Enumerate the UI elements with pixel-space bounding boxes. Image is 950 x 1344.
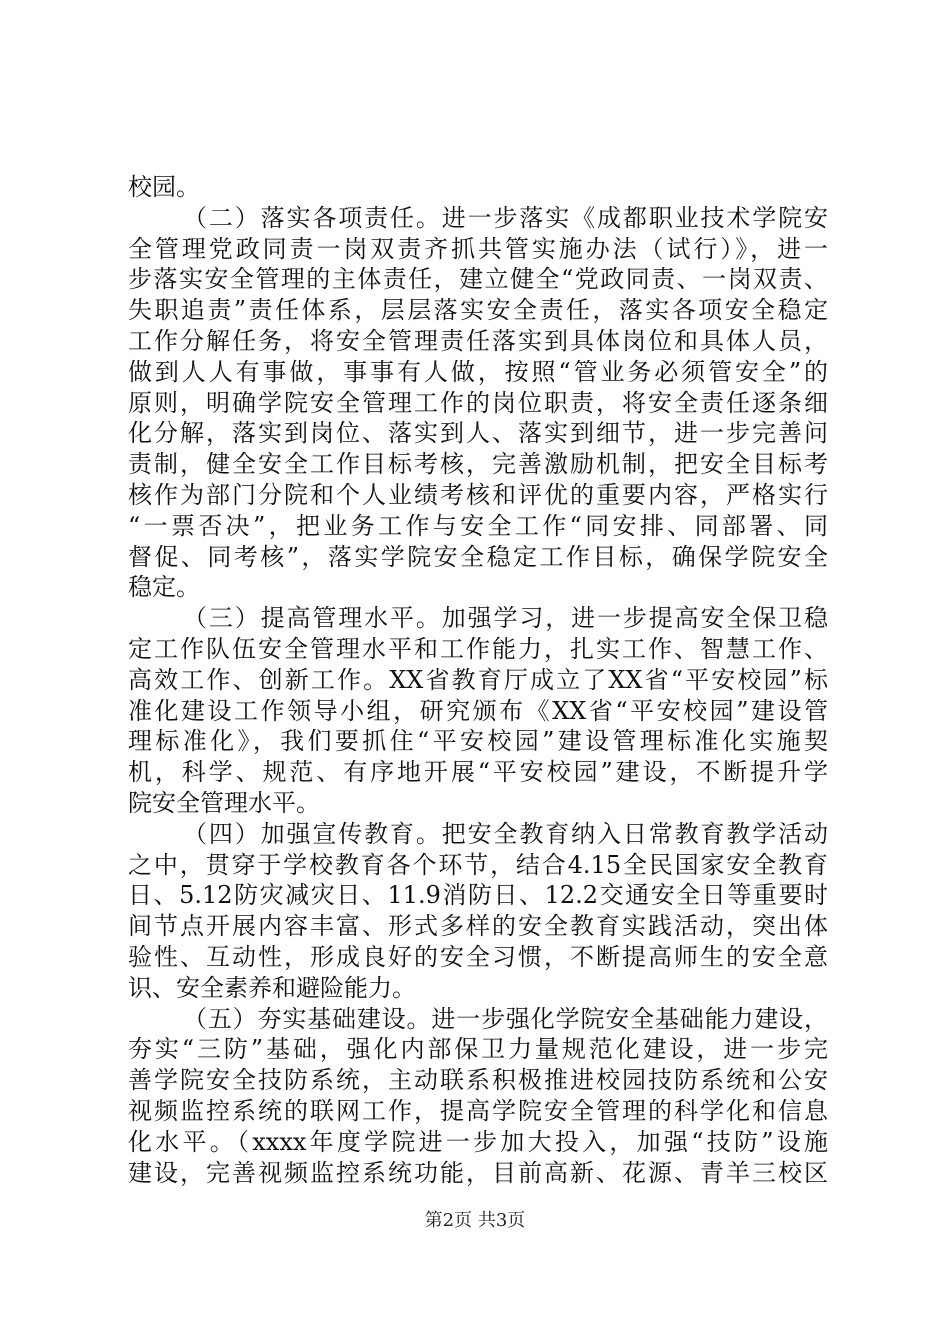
text-line: 建设，完善视频监控系统功能，目前高新、花源、青羊三校区 (128, 1158, 828, 1187)
text-line: 做到人人有事做，事事有人做，按照“管业务必须管安全”的 (128, 357, 828, 386)
text-line: 稳定。 (128, 573, 200, 602)
text-line: “一票否决”，把业务工作与安全工作“同安排、同部署、同 (128, 511, 828, 540)
text-line: （四）加强宣传教育。把安全教育纳入日常教育教学活动 (183, 819, 828, 848)
text-line: 工作分解任务，将安全管理责任落实到具体岗位和具体人员， (128, 327, 828, 355)
text-line: 失职追责”责任体系，层层落实安全责任，落实各项安全稳定 (128, 296, 828, 325)
text-line: 核作为部门分院和个人业绩考核和评优的重要内容，严格实行 (128, 481, 828, 509)
text-line: 定工作队伍安全管理水平和工作能力，扎实工作、智慧工作、 (128, 635, 828, 663)
text-line: 化水平。（xxxx年度学院进一步加大投入，加强“技防”设施 (128, 1127, 828, 1156)
text-line: 之中，贯穿于学校教育各个环节，结合4.15全民国家安全教育 (128, 850, 828, 879)
page-footer: 第2页 共3页 (424, 1210, 526, 1231)
text-line: 校园。 (128, 173, 200, 201)
text-line: 机，科学、规范、有序地开展“平安校园”建设，不断提升学 (128, 758, 828, 787)
text-line: 夯实“三防”基础，强化内部保卫力量规范化建设，进一步完 (128, 1035, 828, 1064)
text-line: 院安全管理水平。 (128, 789, 320, 817)
text-line: （三）提高管理水平。加强学习，进一步提高安全保卫稳 (183, 604, 828, 633)
text-line: 准化建设工作领导小组，研究颁布《XX省“平安校园”建设管 (128, 696, 828, 725)
text-line: 视频监控系统的联网工作，提高学院安全管理的科学化和信息 (128, 1097, 828, 1125)
text-line: 识、安全素养和避险能力。 (128, 973, 416, 1002)
text-line: 全管理党政同责一岗双责齐抓共管实施办法（试行）》，进一 (128, 234, 828, 263)
text-line: （二）落实各项责任。进一步落实《成都职业技术学院安 (183, 203, 828, 232)
text-line: 步落实安全管理的主体责任，建立健全“党政同责、一岗双责、 (128, 265, 828, 294)
text-line: 间节点开展内容丰富、形式多样的安全教育实践活动，突出体 (128, 912, 828, 941)
text-line: 验性、互动性，形成良好的安全习惯，不断提高师生的安全意 (128, 943, 828, 971)
text-line: 原则，明确学院安全管理工作的岗位职责，将安全责任逐条细 (128, 388, 828, 417)
text-line: 日、5.12防灾减灾日、11.9消防日、12.2交通安全日等重要时 (128, 881, 828, 910)
text-line: 化分解，落实到岗位、落实到人、落实到细节，进一步完善问 (128, 419, 828, 448)
text-line: 理标准化》，我们要抓住“平安校园”建设管理标准化实施契 (128, 727, 828, 756)
text-line: 善学院安全技防系统，主动联系积极推进校园技防系统和公安 (128, 1066, 828, 1095)
text-line: 督促、同考核”，落实学院安全稳定工作目标，确保学院安全 (128, 542, 828, 571)
text-line: 责制，健全安全工作目标考核，完善激励机制，把安全目标考 (128, 450, 828, 479)
text-line: 高效工作、创新工作。XX省教育厅成立了XX省“平安校园”标 (128, 665, 828, 694)
text-line: （五）夯实基础建设。进一步强化学院安全基础能力建设， (183, 1004, 828, 1033)
